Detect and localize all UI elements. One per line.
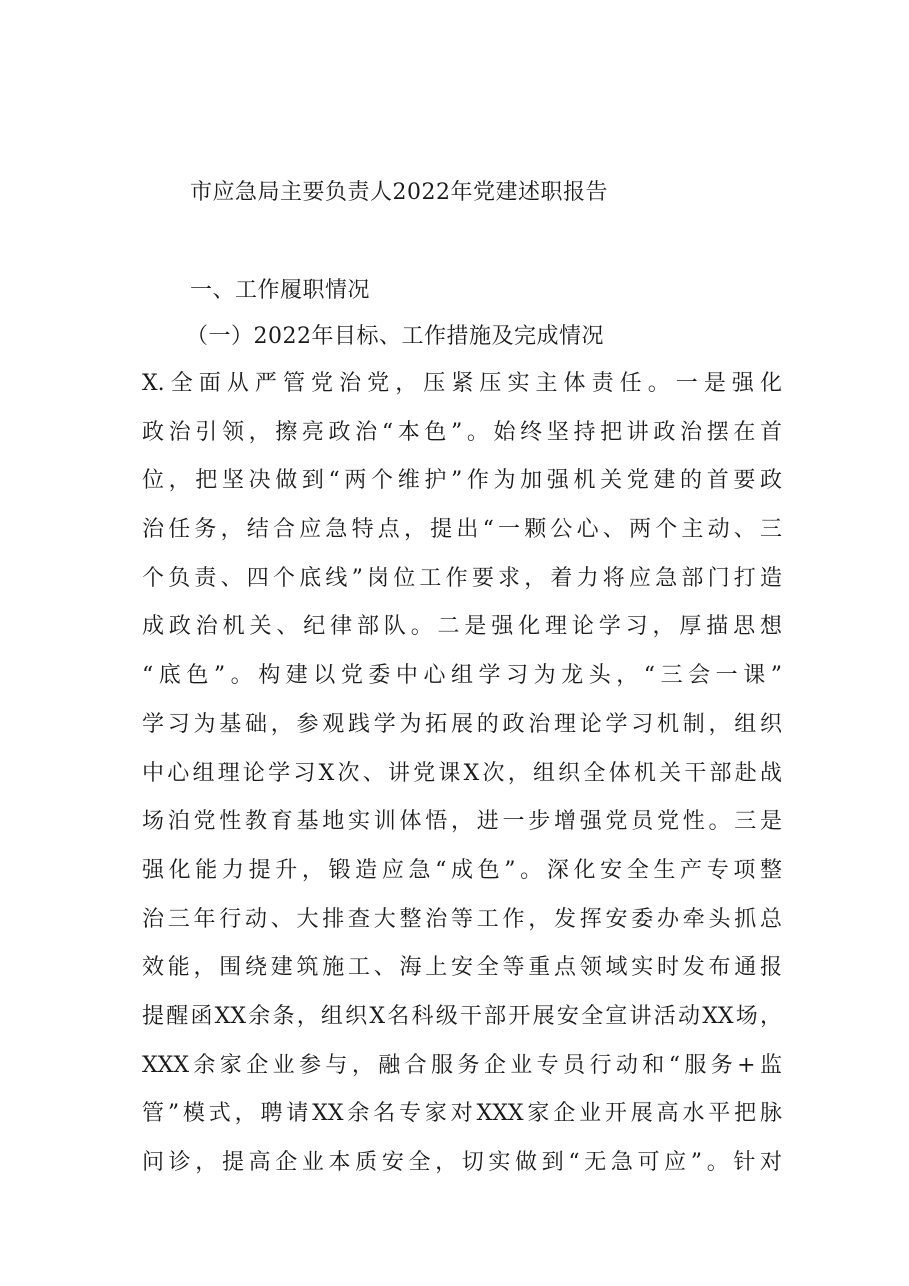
body-line: 管”模式，聘请XX余名专家对XXX家企业开展高水平把脉 (142, 1101, 782, 1127)
body-line: 中心组理论学习X次、讲党课X次，组织全体机关干部赴战 (142, 760, 782, 786)
body-line: “底色”。构建以党委中心组学习为龙头，“三会一课” (142, 663, 782, 689)
body-line: 效能，围绕建筑施工、海上安全等重点领域实时发布通报 (142, 955, 782, 981)
body-line: XXX余家企业参与，融合服务企业专员行动和“服务+监 (142, 1052, 782, 1078)
section-heading: 一、工作履职情况 (190, 278, 371, 303)
body-line: 位，把坚决做到“两个维护”作为加强机关党建的首要政 (142, 468, 782, 494)
body-line: 提醒函XX余条，组织X名科级干部开展安全宣讲活动XX场， (142, 1003, 782, 1029)
body-line: 强化能力提升，锻造应急“成色”。深化安全生产专项整 (142, 857, 782, 883)
body-line: 治任务，结合应急特点，提出“一颗公心、两个主动、三 (142, 517, 782, 543)
subsection-heading: （一）2022年目标、工作措施及完成情况 (186, 324, 604, 349)
body-line: 成政治机关、纪律部队。二是强化理论学习，厚描思想 (142, 614, 782, 640)
body-line: 问诊，提高企业本质安全，切实做到“无急可应”。针对 (142, 1150, 782, 1175)
body-paragraph (142, 366, 782, 1194)
body-line: 治三年行动、大排查大整治等工作，发挥安委办牵头抓总 (142, 906, 782, 932)
body-line: 政治引领，擦亮政治“本色”。始终坚持把讲政治摆在首 (142, 419, 782, 445)
body-line: X.全面从严管党治党，压紧压实主体责任。一是强化 (142, 371, 782, 396)
body-line: 个负责、四个底线”岗位工作要求，着力将应急部门打造 (142, 565, 782, 591)
document-title: 市应急局主要负责人2022年党建述职报告 (190, 180, 608, 205)
body-line: 学习为基础，参观践学为拓展的政治理论学习机制，组织 (142, 711, 782, 737)
body-line: 场泊党性教育基地实训体悟，进一步增强党员党性。三是 (142, 809, 782, 835)
